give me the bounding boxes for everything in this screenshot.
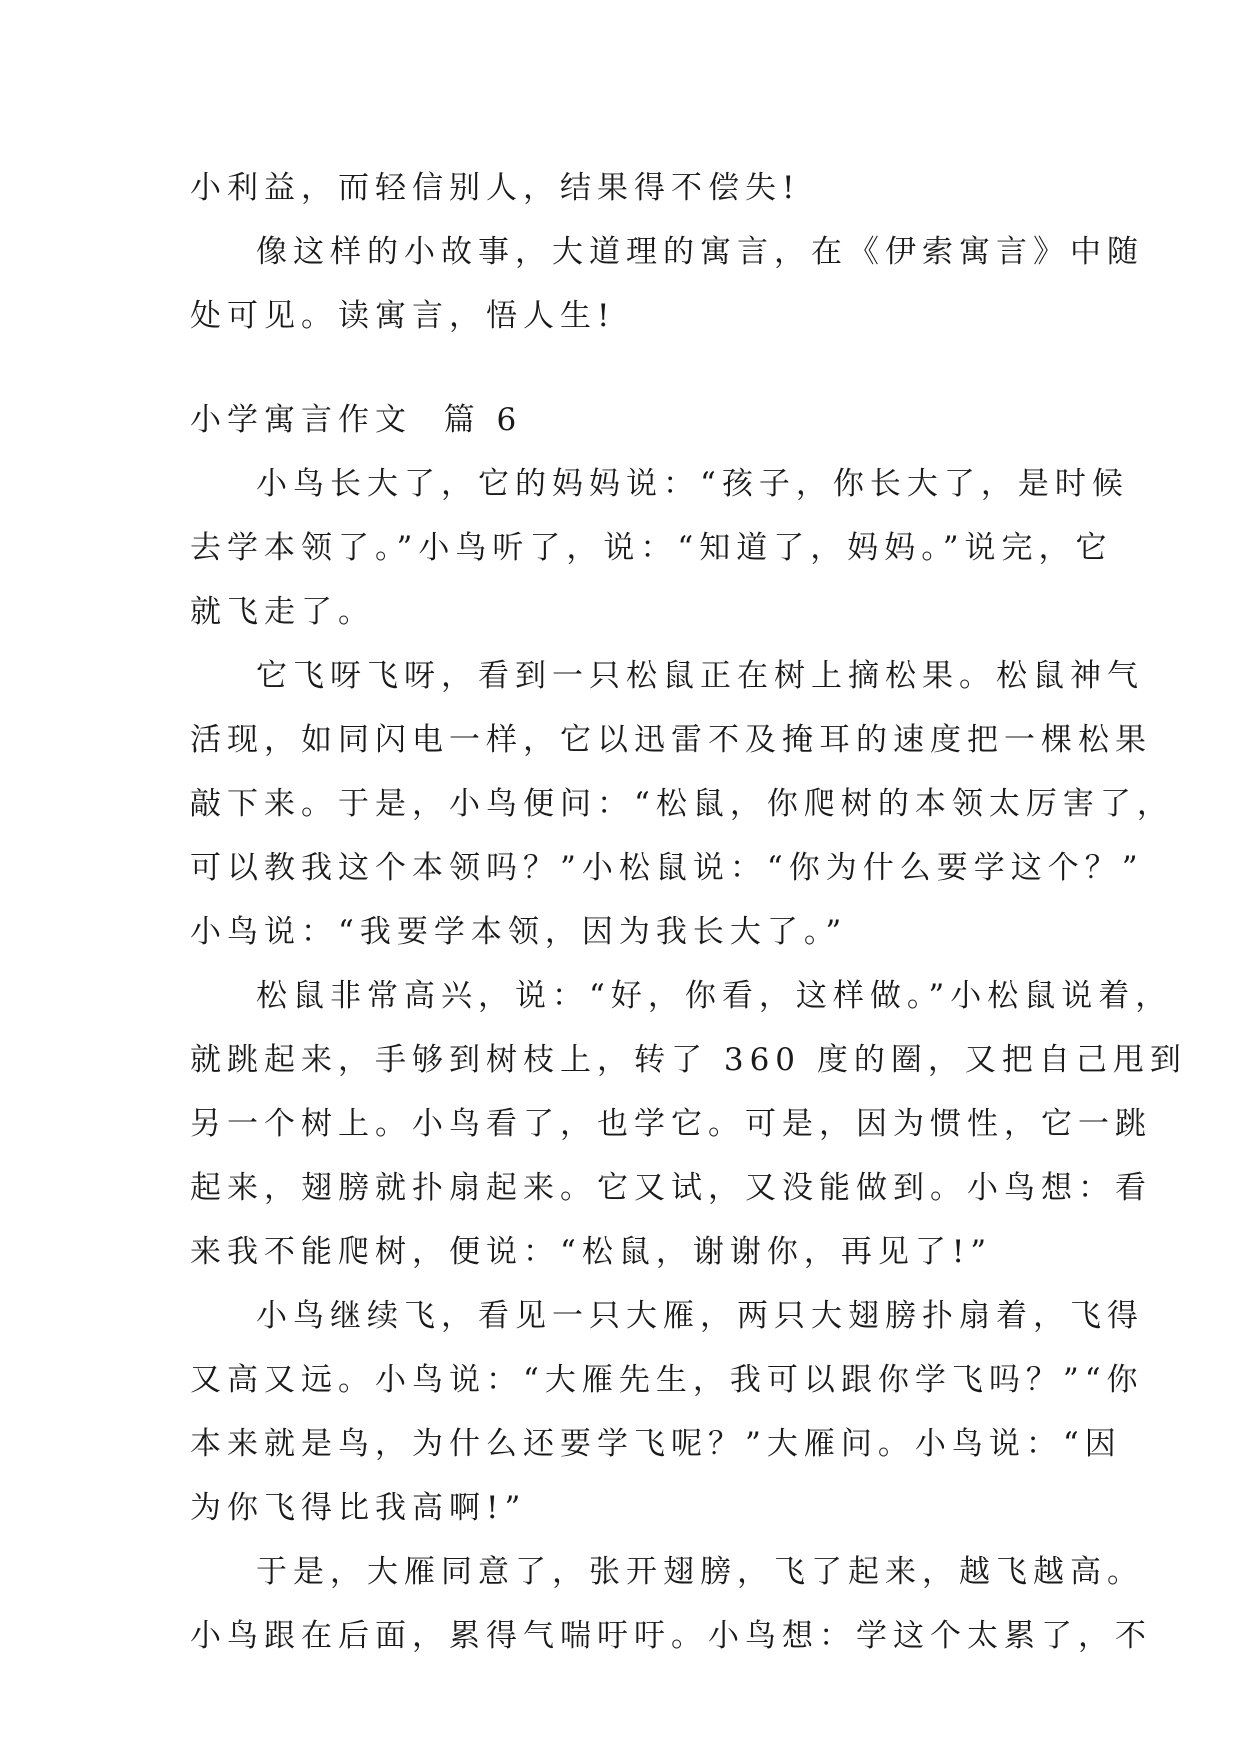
previous-section-text xyxy=(190,156,1144,348)
paragraph-line: 本来就是鸟，为什么还要学飞呢？”大雁问。小鸟说：“因 xyxy=(190,1426,1122,1462)
section-heading xyxy=(190,388,1070,452)
paragraph-line: 小利益，而轻信别人，结果得不偿失! xyxy=(190,170,801,206)
paragraph-line: 小鸟说：“我要学本领，因为我长大了。” xyxy=(190,914,848,950)
paragraph-line: 就飞走了。 xyxy=(190,594,375,630)
section-title: 小学寓言作文 篇 6 xyxy=(190,402,523,438)
paragraph-line: 为你飞得比我高啊!” xyxy=(190,1490,527,1526)
paragraph-line: 去学本领了。”小鸟听了，说：“知道了，妈妈。”说完，它 xyxy=(190,530,1113,566)
paragraph-line: 来我不能爬树，便说：“松鼠，谢谢你，再见了!” xyxy=(190,1234,993,1270)
paragraph-line: 又高又远。小鸟说：“大雁先生，我可以跟你学飞吗？”“你 xyxy=(190,1362,1144,1398)
paragraph-line: 处可见。读寓言，悟人生! xyxy=(190,298,616,334)
paragraph-line: 松鼠非常高兴，说：“好，你看，这样做。”小松鼠说着， xyxy=(256,978,1173,1014)
paragraph-line: 小鸟跟在后面，累得气喘吁吁。小鸟想：学这个太累了，不 xyxy=(190,1618,1152,1654)
paragraph-line: 小鸟长大了，它的妈妈说：“孩子，你长大了，是时候 xyxy=(256,466,1129,502)
paragraph-line: 敲下来。于是，小鸟便问：“松鼠，你爬树的本领太厉害了， xyxy=(190,786,1174,822)
paragraph-line: 就跳起来，手够到树枝上，转了 360 度的圈，又把自己甩到 xyxy=(190,1042,1187,1078)
paragraph-line: 小鸟继续飞，看见一只大雁，两只大翅膀扑扇着，飞得 xyxy=(256,1298,1144,1334)
section-body xyxy=(190,452,1187,1668)
paragraph-line: 于是，大雁同意了，张开翅膀，飞了起来，越飞越高。 xyxy=(256,1554,1144,1590)
paragraph-line: 像这样的小故事，大道理的寓言，在《伊索寓言》中随 xyxy=(256,234,1144,270)
paragraph-line: 活现，如同闪电一样，它以迅雷不及掩耳的速度把一棵松果 xyxy=(190,722,1152,758)
paragraph-line: 可以教我这个本领吗？”小松鼠说：“你为什么要学这个？” xyxy=(190,850,1144,886)
paragraph-line: 起来，翅膀就扑扇起来。它又试，又没能做到。小鸟想：看 xyxy=(190,1170,1152,1206)
paragraph-line: 它飞呀飞呀，看到一只松鼠正在树上摘松果。松鼠神气 xyxy=(256,658,1144,694)
paragraph-line: 另一个树上。小鸟看了，也学它。可是，因为惯性，它一跳 xyxy=(190,1106,1152,1142)
